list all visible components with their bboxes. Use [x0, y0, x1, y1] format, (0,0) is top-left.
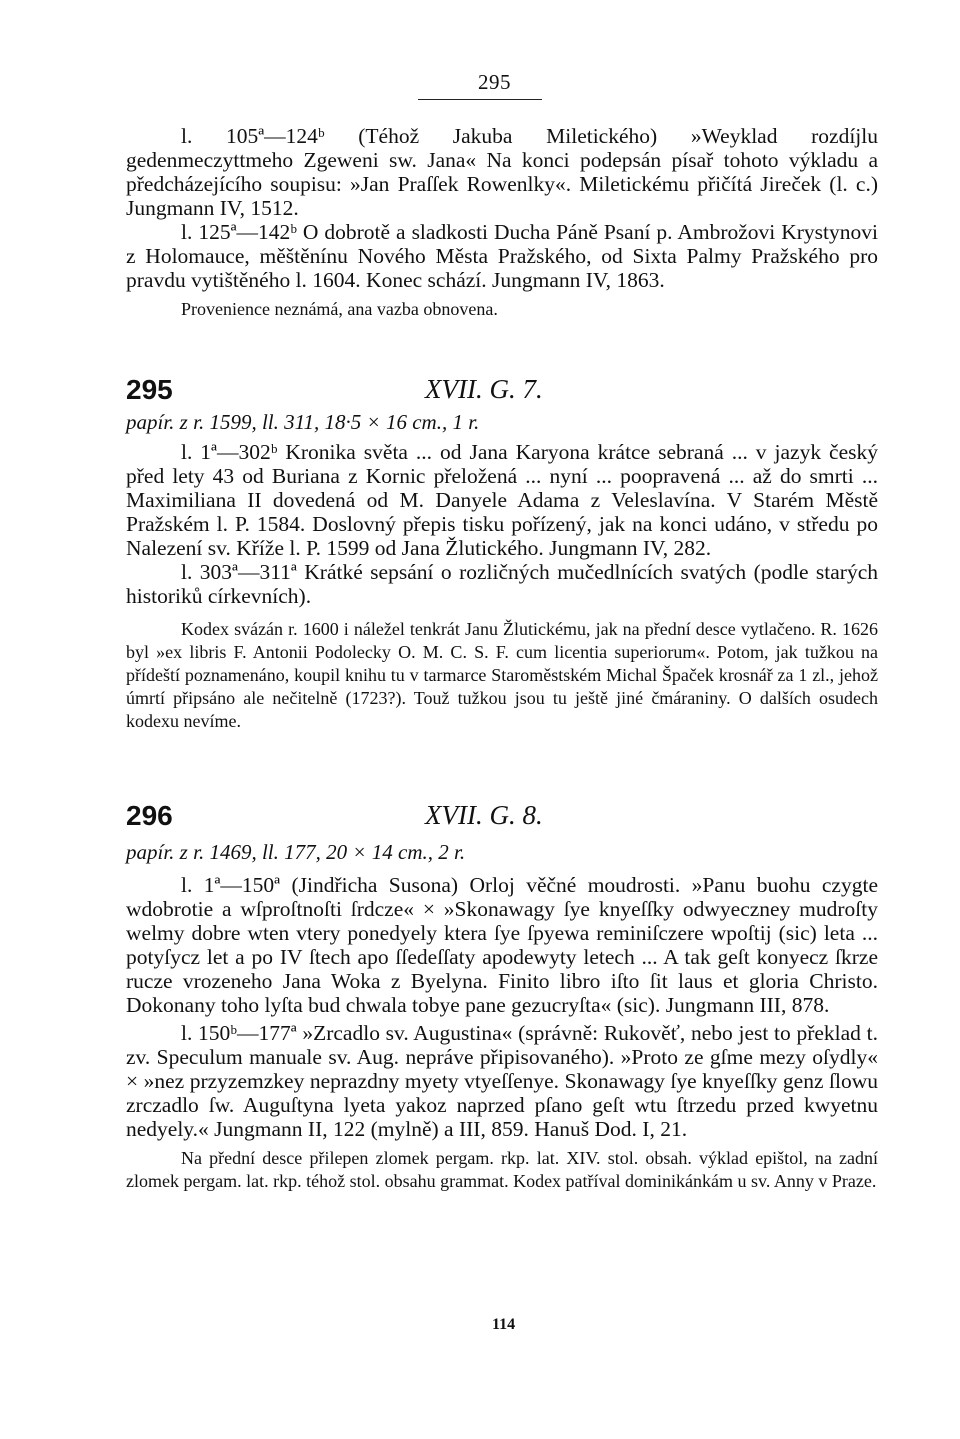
top-text — [126, 124, 878, 321]
paragraph-1: l. 1ª—150ª (Jindřicha Susona) Orloj věčné moudrosti. »Panu buohu czygte wdobrotie a wſproſtnoſti ſrdcze« × »Skonawagy ſye knyeſſky odwyeczney mudroſty welmy dobre wten vtery ponedyely ktera ſye ſpyewa reminiſczere wpoſtij (sic) leta ... potyſycz let a po IV ſtech apo ſſedeſſaty apodewyty letech ... A tak geſt konyecz ſkrze rucze vrozeneho Jana Woka z Byelyna. Finito libro iſto ſit laus et gloria Christo. Dokonany toho lyſta bud chwala tobye pane gezucryſta« (sic). Jungmann III, 878. — [126, 873, 878, 1017]
page-number: 295 — [478, 70, 511, 94]
paragraph-2: l. 125ª—142ᵇ O dobrotě a sladkosti Ducha Páně Psaní p. Ambrožovi Krystynovi z Holomauce, měštěnínu Nového Města Pražského, od Sixta Palmy Pražského pro pravdu vytištěného l. 1604. Konec schází. Jungmann IV, 1863. — [126, 220, 878, 292]
provenance-note: Provenience neznámá, ana vazba obnovena. — [181, 299, 498, 319]
entry-number: 296 — [126, 800, 173, 831]
entry-signature: XVII. G. 8. — [425, 800, 543, 830]
paragraph-2: l. 150ᵇ—177ª »Zrcadlo sv. Augustina« (správně: Rukověť, nebo jest to překlad t. zv. Speculum manuale sv. Aug. nepráve připisovaného). »Proto ze gſme mezy oſydly« × »nez przyzemzkey neprazdny myety vtyeſſenye. Skonawagy ſye knyeſſky genz ſlowu zrczadlo ſw. Auguſtyna lyeta yakoz naprzed pſano geſt wtu ſtrzedu przed kwyetnu nedyely.« Jungmann II, 122 (mylně) a III, 859. Hanuš Dod. I, 21. — [126, 1021, 878, 1141]
paragraph-2: l. 303ª—311ª Krátké sepsání o rozličných mučedlnících svatých (podle starých historiků církevních). — [126, 560, 878, 608]
entry-body-295 — [126, 440, 878, 733]
entry-number: 295 — [126, 374, 173, 405]
entry-heading-296 — [126, 800, 686, 834]
entry-description-296: papír. z r. 1469, ll. 177, 20 × 14 cm., 2 r. — [126, 840, 466, 864]
header-rule — [418, 99, 542, 100]
footer-page-number: 114 — [492, 1316, 516, 1333]
entry-signature: XVII. G. 7. — [425, 374, 543, 404]
codex-note: Na přední desce přilepen zlomek pergam. rkp. lat. XIV. stol. obsah. výklad epištol, na zadní zlomek pergam. lat. rkp. téhož stol. obsahu grammat. Kodex patříval dominikánkám u sv. Anny v Praze. — [126, 1148, 878, 1191]
paragraph-1: l. 1ª—302ᵇ Kronika světa ... od Jana Karyona krátce sebraná ... v jazyk český před lety 43 od Buriana z Kornic přeložená ... nyní ... poopravená ... až do smrti ... Maximiliana II dovedená od M. Danyele Adama z Veleslavína. V Starém Městě Pražském l. P. 1584. Doslovný přepis tisku pořízený, jak na konci udáno, v středu po Nalezení sv. Kříže l. P. 1599 od Jana Žlutického. Jungmann IV, 282. — [126, 440, 878, 560]
paragraph-1: l. 105ª—124ᵇ (Téhož Jakuba Miletického) »Weyklad rozdíjlu gedenmeczyttmeho Zgeweni sw. Jana« Na konci podepsán písař tohoto výkladu a předcházejícího soupisu: »Jan Praſſek Rowenlky«. Miletickému přičítá Jireček (l. c.) Jungmann IV, 1512. — [126, 124, 878, 220]
codex-note: Kodex svázán r. 1600 i náležel tenkrát Janu Žlutickému, jak na přední desce vytlačeno. R. 1626 byl »ex libris F. Antonii Podolecky O. M. C. S. F. cum licentia superiorum«. Potom, jak tužkou na přídeští poznamenáno, koupil knihu tu v tarmarce Staroměstském Michal Špaček krosnář za 1 zl., jehož úmrtí připsáno ale nečitelně (1723?). Touž tužkou jsou tu ještě jiné čmáraniny. O dalších osudech kodexu nevíme. — [126, 619, 878, 731]
entry-heading-295 — [126, 374, 686, 408]
entry-description-295: papír. z r. 1599, ll. 311, 18·5 × 16 cm., 1 r. — [126, 410, 480, 434]
entry-body-296 — [126, 873, 878, 1193]
